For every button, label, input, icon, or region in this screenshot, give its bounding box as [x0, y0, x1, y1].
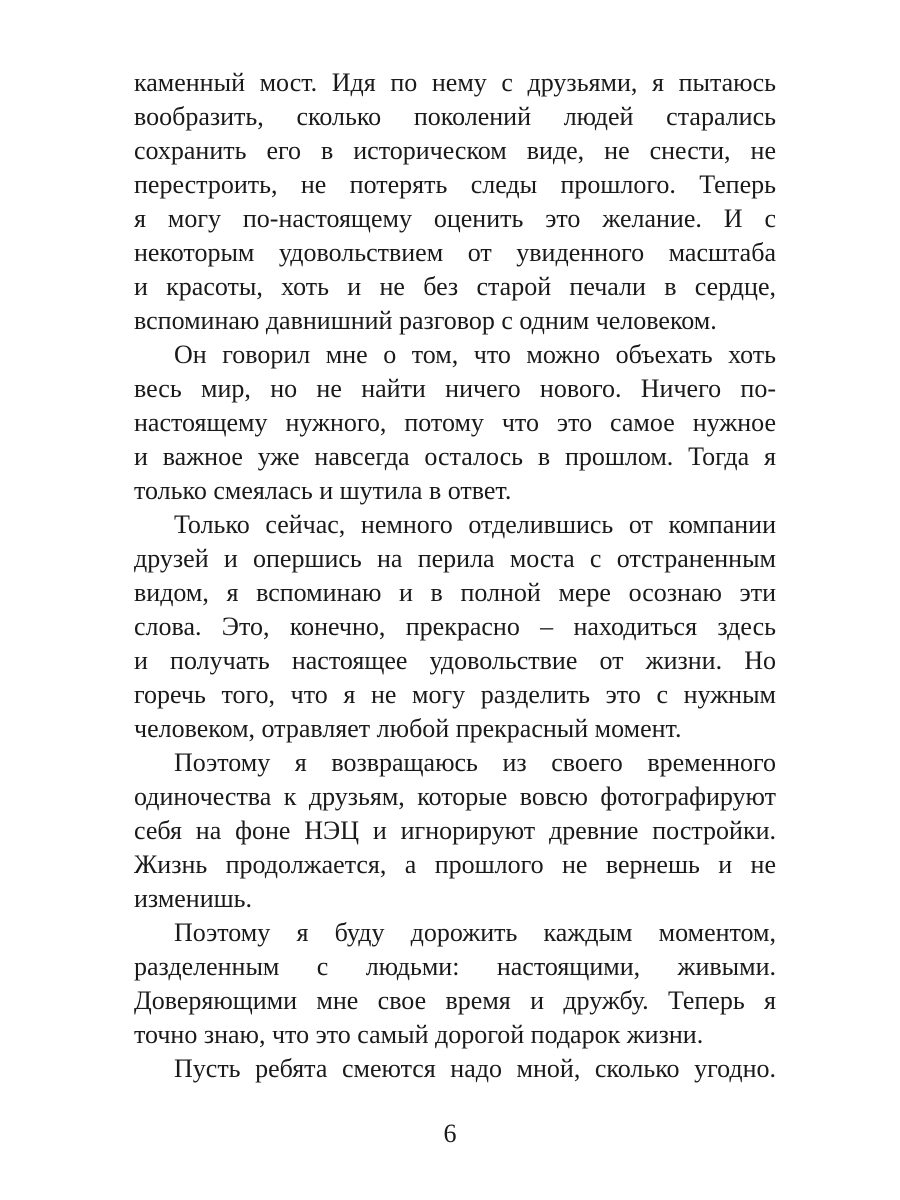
body-text [134, 66, 776, 1086]
text-line: человеком, отравляет любой прекрасный момент. [134, 714, 682, 743]
text-line: друзей и опершись на перила моста с отстраненным [134, 544, 776, 573]
text-line: разделенным с людьми: настоящими, живыми. [134, 952, 776, 981]
text-line: и важное уже навсегда осталось в прошлом. Тогда я [134, 442, 776, 471]
text-line: Пусть ребята смеются надо мной, сколько угодно. [174, 1054, 776, 1083]
text-line: точно знаю, что это самый дорогой подарок жизни. [134, 1020, 704, 1049]
text-line: себя на фоне НЭЦ и игнорируют древние постройки. [134, 816, 776, 845]
text-line: Только сейчас, немного отделившись от компании [174, 510, 776, 539]
text-line: я могу по-настоящему оценить это желание. И с [134, 204, 776, 233]
text-line: некоторым удовольствием от увиденного масштаба [134, 238, 776, 267]
text-line: вообразить, сколько поколений людей старались [134, 102, 776, 131]
text-line: только смеялась и шутила в ответ. [134, 476, 512, 505]
text-line: и красоты, хоть и не без старой печали в сердце, [134, 272, 776, 301]
text-line: сохранить его в историческом виде, не снести, не [134, 136, 776, 165]
text-line: одиночества к друзьям, которые вовсю фотографируют [134, 782, 776, 811]
text-line: и получать настоящее удовольствие от жизни. Но [134, 646, 776, 675]
text-line: вспоминаю давнишний разговор с одним человеком. [134, 306, 717, 335]
text-line: горечь того, что я не могу разделить это с нужным [134, 680, 776, 709]
paragraph [134, 338, 776, 508]
text-line: весь мир, но не найти ничего нового. Ничего по- [134, 374, 776, 403]
paragraph [134, 916, 776, 1052]
text-line: изменишь. [134, 884, 253, 913]
text-line: настоящему нужного, потому что это самое нужное [134, 408, 776, 437]
paragraph [134, 66, 776, 338]
text-line: Жизнь продолжается, а прошлого не вернешь и не [134, 850, 776, 879]
text-line: Доверяющими мне свое время и дружбу. Теперь я [134, 986, 776, 1015]
paragraph [134, 746, 776, 916]
paragraph [134, 508, 776, 746]
text-line: Поэтому я возвращаюсь из своего временного [174, 748, 776, 777]
text-line: каменный мост. Идя по нему с друзьями, я пытаюсь [134, 68, 776, 97]
page-number: 6 [443, 1119, 457, 1148]
text-line: Он говорил мне о том, что можно объехать хоть [174, 340, 776, 369]
paragraph [134, 1052, 776, 1086]
text-line: слова. Это, конечно, прекрасно – находиться здесь [134, 612, 776, 641]
text-line: видом, я вспоминаю и в полной мере осознаю эти [134, 578, 776, 607]
text-line: Поэтому я буду дорожить каждым моментом, [174, 918, 776, 947]
text-line: перестроить, не потерять следы прошлого. Теперь [134, 170, 776, 199]
